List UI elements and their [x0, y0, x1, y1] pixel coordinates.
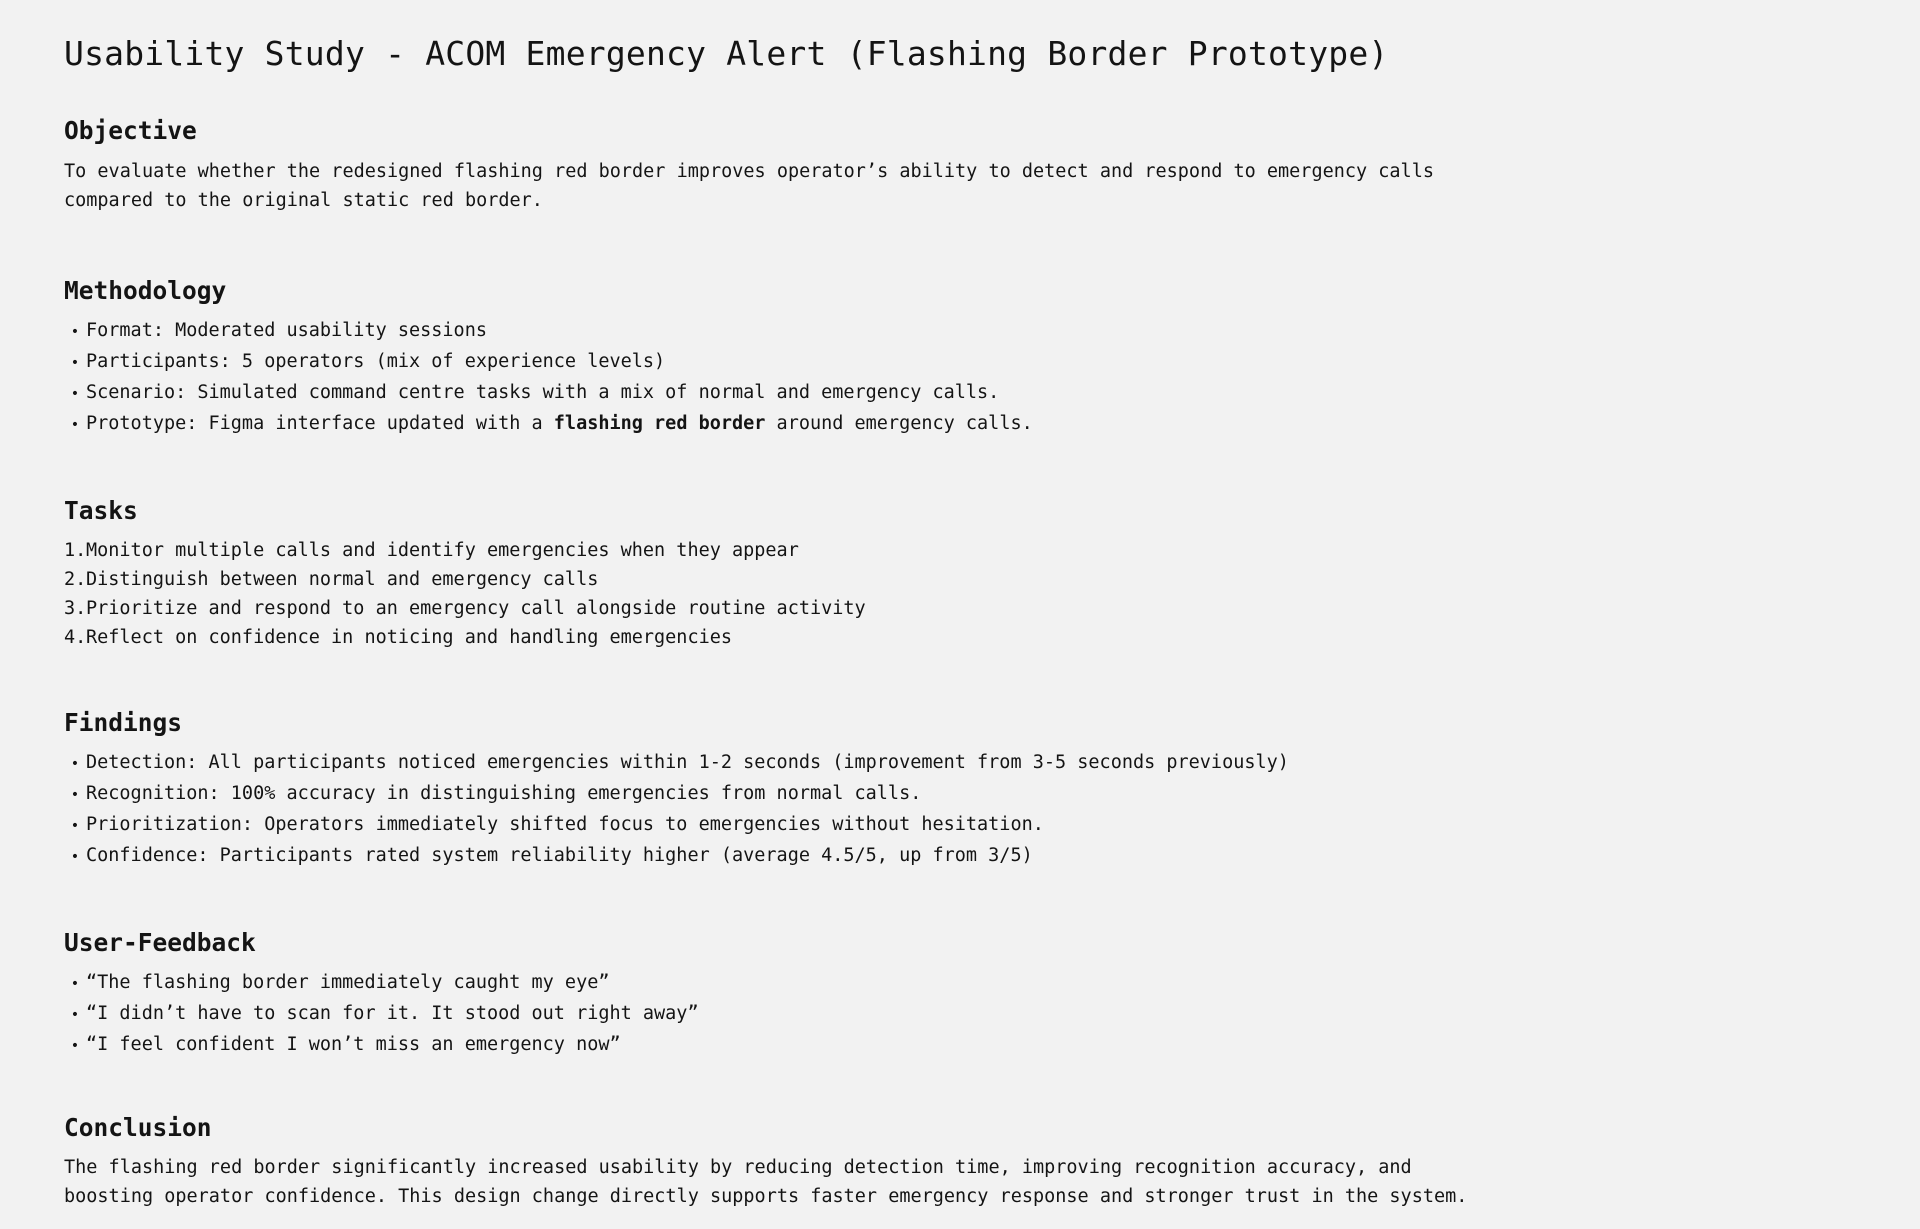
- list-item: [64, 536, 1664, 565]
- feedback-quote: “The flashing border immediately caught my eye”: [86, 972, 610, 993]
- task-text: Monitor multiple calls and identify emergencies when they appear: [86, 540, 799, 561]
- bullet-icon: •: [70, 976, 80, 992]
- finding-confidence: Confidence: Participants rated system reliability higher (average 4.5/5, up from 3/5): [86, 845, 1033, 866]
- prototype-prefix: Prototype: Figma interface updated with a: [86, 413, 554, 434]
- bullet-icon: •: [70, 386, 80, 402]
- conclusion-section: [64, 1111, 1664, 1211]
- task-number: 2.: [64, 569, 87, 590]
- list-item: [64, 999, 1664, 1030]
- list-item: [64, 779, 1664, 810]
- finding-prioritization: Prioritization: Operators immediately shifted focus to emergencies without hesitation.: [86, 814, 1044, 835]
- feedback-list: [64, 968, 1664, 1061]
- prototype-suffix: around emergency calls.: [765, 413, 1033, 434]
- feedback-quote: “I feel confident I won’t miss an emergency now”: [86, 1034, 621, 1055]
- list-item: [64, 316, 1664, 347]
- objective-heading: Objective: [64, 116, 197, 145]
- feedback-section: [64, 926, 1664, 1061]
- document: [64, 30, 1664, 1211]
- findings-heading: Findings: [64, 708, 183, 737]
- feedback-quote: “I didn’t have to scan for it. It stood out right away”: [86, 1003, 699, 1024]
- list-item: [64, 565, 1664, 594]
- methodology-item-format: Format: Moderated usability sessions: [86, 320, 487, 341]
- page-title: Usability Study - ACOM Emergency Alert (Flashing Border Prototype): [64, 34, 1389, 73]
- bullet-icon: •: [70, 355, 80, 371]
- methodology-item-prototype: [86, 409, 1664, 438]
- list-item: [64, 1030, 1664, 1061]
- methodology-item-participants: Participants: 5 operators (mix of experience levels): [86, 351, 666, 372]
- conclusion-heading: Conclusion: [64, 1113, 212, 1142]
- task-number: 4.: [64, 627, 87, 648]
- list-item: [64, 409, 1664, 440]
- finding-recognition: Recognition: 100% accuracy in distinguishing emergencies from normal calls.: [86, 783, 922, 804]
- objective-section: [64, 114, 1664, 215]
- bullet-icon: •: [70, 818, 80, 834]
- task-number: 3.: [64, 598, 87, 619]
- findings-section: [64, 706, 1664, 872]
- list-item: [64, 968, 1664, 999]
- bullet-icon: •: [70, 756, 80, 772]
- feedback-heading: User-Feedback: [64, 928, 256, 957]
- task-number: 1.: [64, 540, 87, 561]
- bullet-icon: •: [70, 324, 80, 340]
- task-text: Prioritize and respond to an emergency call alongside routine activity: [86, 598, 866, 619]
- list-item: [64, 378, 1664, 409]
- list-item: [64, 594, 1664, 623]
- tasks-section: [64, 494, 1664, 652]
- bullet-icon: •: [70, 417, 80, 433]
- task-text: Reflect on confidence in noticing and handling emergencies: [86, 627, 733, 648]
- prototype-emphasis: flashing red border: [553, 413, 766, 434]
- methodology-section: [64, 274, 1664, 440]
- bullet-icon: •: [70, 787, 80, 803]
- list-item: [64, 347, 1664, 378]
- finding-detection: Detection: All participants noticed emergencies within 1-2 seconds (improvement from 3-5 seconds previously): [86, 752, 1289, 773]
- methodology-item-scenario: Scenario: Simulated command centre tasks with a mix of normal and emergency calls.: [86, 382, 1000, 403]
- methodology-list: [64, 316, 1664, 440]
- list-item: [64, 810, 1664, 841]
- objective-text: To evaluate whether the redesigned flashing red border improves operator’s ability to detect and respond to emergency calls compared to the original static red border.: [64, 161, 1434, 211]
- bullet-icon: •: [70, 1007, 80, 1023]
- tasks-list: [64, 536, 1664, 652]
- bullet-icon: •: [70, 1038, 80, 1054]
- methodology-heading: Methodology: [64, 276, 227, 305]
- task-text: Distinguish between normal and emergency calls: [86, 569, 599, 590]
- conclusion-text: The flashing red border significantly increased usability by reducing detection time, improving recognition accuracy, and boosting operator confidence. This design change directly supports faster emergency response and stronger trust in the system.: [64, 1157, 1468, 1207]
- findings-list: [64, 748, 1664, 872]
- list-item: [64, 623, 1664, 652]
- list-item: [64, 841, 1664, 872]
- tasks-heading: Tasks: [64, 496, 138, 525]
- bullet-icon: •: [70, 849, 80, 865]
- list-item: [64, 748, 1664, 779]
